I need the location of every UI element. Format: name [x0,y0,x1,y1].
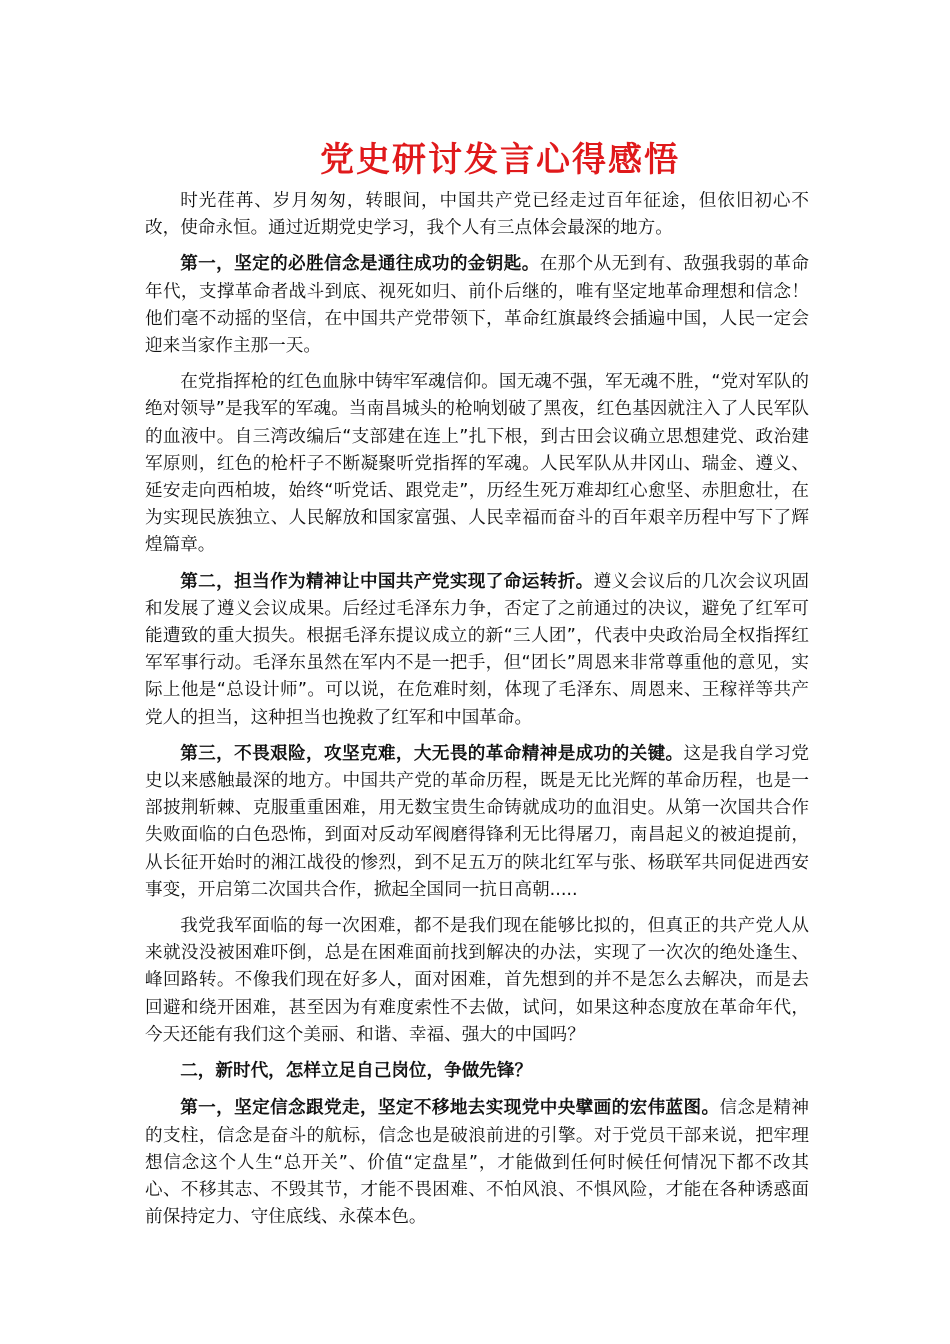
paragraph-text: 在党指挥枪的红色血脉中铸牢军魂信仰。国无魂不强，军无魂不胜，“党对军队的绝对领导”是我军的军魂。当南昌城头的枪响划破了黑夜，红色基因就注入了人民军队的血液中。自三湾改编后“支部建在连上”扎下根，到古田会议确立思想建党、政治建军原则，红色的枪杆子不断凝聚听党指挥的军魂。人民军队从井冈山、瑞金、遵义、延安走向西柏坡，始终“听党话、跟党走”，历经生死万难却红心愈坚、赤胆愈壮，在为实现民族独立、人民解放和国家富强、人民幸福而奋斗的百年艰辛历程中写下了辉煌篇章。 [145,372,809,556]
paragraph [145,251,809,360]
paragraph-text: 遵义会议后的几次会议巩固和发展了遵义会议成果。后经过毛泽东力争，否定了之前通过的决议，避免了红军可能遭致的重大损失。根据毛泽东提议成立的新“三人团”，代表中央政治局全权指挥红军军事行动。毛泽东虽然在军内不是一把手，但“团长”周恩来非常尊重他的意见，实际上他是“总设计师”。可以说，在危难时刻，体现了毛泽东、周恩来、王稼祥等共产党人的担当，这种担当也挽救了红军和中国革命。 [145,571,809,728]
paragraph-text: 在那个从无到有、敌强我弱的革命年代，支撑革命者战斗到底、视死如归、前仆后继的，唯有坚定地革命理想和信念！他们毫不动摇的坚信，在中国共产党带领下，革命红旗最终会插遍中国，人民一定会迎来当家作主那一天。 [145,254,809,357]
paragraph-lead: 第二，担当作为精神让中国共产党实现了命运转折。 [180,571,594,592]
paragraph [145,913,809,1049]
paragraph [145,569,809,732]
section-heading [145,1058,809,1085]
paragraph-lead: 第三，不畏艰险，攻坚克难，大无畏的革命精神是成功的关键。 [180,743,684,764]
document-body [145,188,809,1240]
paragraph [145,369,809,559]
paragraph [145,188,809,242]
paragraph [145,741,809,904]
paragraph-text: 信念是精神的支柱，信念是奋斗的航标，信念也是破浪前进的引擎。对于党员干部来说，把牢理想信念这个人生“总开关”、价值“定盘星”，才能做到任何时候任何情况下都不改其心、不移其志、不毁其节，才能不畏困难、不怕风浪、不惧风险，才能在各种诱惑面前保持定力、守住底线、永葆本色。 [145,1098,809,1228]
paragraph-lead: 二，新时代，怎样立足自己岗位，争做先锋？ [180,1061,533,1082]
paragraph-text: 时光荏苒、岁月匆匆，转眼间，中国共产党已经走过百年征途，但依旧初心不改，使命永恒。通过近期党史学习，我个人有三点体会最深的地方。 [145,191,809,239]
paragraph-text: 这是我自学习党史以来感触最深的地方。中国共产党的革命历程，既是无比光辉的革命历程，也是一部披荆斩棘、克服重重困难，用无数宝贵生命铸就成功的血泪史。从第一次国共合作失败面临的白色恐怖，到面对反动军阀磨得锋利无比得屠刀，南昌起义的被迫提前，从长征开始时的湘江战役的惨烈，到不足五万的陕北红军与张、杨联军共同促进西安事变，开启第二次国共合作，掀起全国同一抗日高朝..... [145,743,809,900]
paragraph-lead: 第一，坚定信念跟党走，坚定不移地去实现党中央擘画的宏伟蓝图。 [180,1098,720,1119]
paragraph-lead: 第一，坚定的必胜信念是通往成功的金钥匙。 [180,254,540,275]
paragraph [145,1095,809,1231]
paragraph-text: 我党我军面临的每一次困难，都不是我们现在能够比拟的，但真正的共产党人从来就没没被困难吓倒，总是在困难面前找到解决的办法，实现了一次次的绝处逢生、峰回路转。不像我们现在好多人，面对困难，首先想到的并不是怎么去解决，而是去回避和绕开困难，甚至因为有难度索性不去做，试问，如果这种态度放在革命年代，今天还能有我们这个美丽、和谐、幸福、强大的中国吗？ [145,916,809,1045]
document-title: 党史研讨发言心得感悟 [320,140,680,180]
